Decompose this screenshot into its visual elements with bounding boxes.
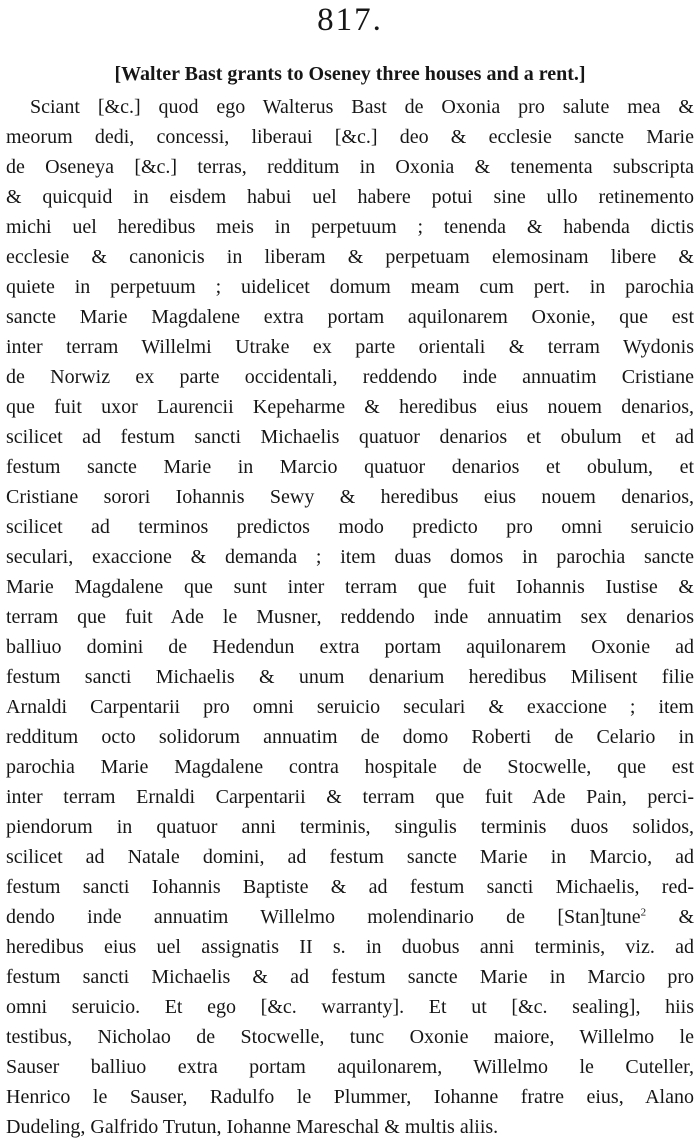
text-line: Arnaldi Carpentarii pro omni seruicio seculari & exaccione ; item: [6, 696, 694, 718]
text-line: michi uel heredibus meis in perpetuum ; tenenda & habenda dictis: [6, 216, 694, 238]
text-line: que fuit uxor Laurencii Kepeharme & heredibus eius nouem denarios,: [6, 396, 694, 418]
text-line: festum sancti Iohannis Baptiste & ad festum sancti Michaelis, red-: [6, 876, 694, 898]
text-line: festum sancte Marie in Marcio quatuor denarios et obulum, et: [6, 456, 694, 478]
text-line: festum sancti Michaelis & unum denarium heredibus Milisent filie: [6, 666, 694, 688]
text-line: inter terram Willelmi Utrake ex parte orientali & terram Wydonis: [6, 336, 694, 358]
text-line: scilicet ad festum sancti Michaelis quatuor denarios et obulum et ad: [6, 426, 694, 448]
text-line: scilicet ad terminos predictos modo predicto pro omni seruicio: [6, 516, 694, 538]
text-line-with-footnote: [6, 902, 694, 932]
text-line: Dudeling, Galfrido Trutun, Iohanne Mareschal & multis aliis.: [6, 1116, 499, 1138]
footnote-marker: 2: [640, 906, 647, 919]
text-line: balliuo domini de Hedendun extra portam aquilonarem Oxonie ad: [6, 636, 694, 658]
text-line: seculari, exaccione & demanda ; item duas domos in parochia sancte: [6, 546, 694, 568]
text-line: de Norwiz ex parte occidentali, reddendo inde annuatim Cristiane: [6, 366, 694, 388]
text-line: inter terram Ernaldi Carpentarii & terram que fuit Ade Pain, perci-: [6, 786, 694, 808]
text-line: Sauser balliuo extra portam aquilonarem, Willelmo le Cuteller,: [6, 1056, 694, 1078]
text-line: meorum dedi, concessi, liberaui [&c.] deo & ecclesie sancte Marie: [6, 126, 694, 148]
text-line: heredibus eius uel assignatis II s. in duobus anni terminis, viz. ad: [6, 936, 694, 958]
text-line: de Oseneya [&c.] terras, redditum in Oxonia & tenementa subscripta: [6, 156, 694, 178]
text-line: piendorum in quatuor anni terminis, singulis terminis duos solidos,: [6, 816, 694, 838]
charter-heading: [Walter Bast grants to Oseney three houses and a rent.]: [114, 63, 586, 85]
text-line: terram que fuit Ade le Musner, reddendo inde annuatim sex denarios: [6, 606, 694, 628]
charter-number: 817.: [317, 2, 383, 38]
text-line: Sciant [&c.] quod ego Walterus Bast de Oxonia pro salute mea &: [30, 96, 694, 118]
text-line: ecclesie & canonicis in liberam & perpetuam elemosinam libere &: [6, 246, 694, 268]
text-line: redditum octo solidorum annuatim de domo Roberti de Celario in: [6, 726, 694, 748]
text-line: Cristiane sorori Iohannis Sewy & heredibus eius nouem denarios,: [6, 486, 694, 508]
text-line: & quicquid in eisdem habui uel habere potui sine ullo retinemento: [6, 186, 694, 208]
text-line: sancte Marie Magdalene extra portam aquilonarem Oxonie, que est: [6, 306, 694, 328]
text-line: omni seruicio. Et ego [&c. warranty]. Et ut [&c. sealing], hiis: [6, 996, 694, 1018]
text-line: testibus, Nicholao de Stocwelle, tunc Oxonie maiore, Willelmo le: [6, 1026, 694, 1048]
text-line: parochia Marie Magdalene contra hospitale de Stocwelle, que est: [6, 756, 694, 778]
text-line: Henrico le Sauser, Radulfo le Plummer, Iohanne fratre eius, Alano: [6, 1086, 694, 1108]
text-line: Marie Magdalene que sunt inter terram que fuit Iohannis Iustise &: [6, 576, 694, 598]
text-line: festum sancti Michaelis & ad festum sancte Marie in Marcio pro: [6, 966, 694, 988]
text-line-part: dendo inde annuatim Willelmo molendinario de [Stan]tune: [6, 906, 641, 928]
text-line: quiete in perpetuum ; uidelicet domum meam cum pert. in parochia: [6, 276, 694, 298]
text-line-tail: &: [646, 906, 694, 928]
text-line: scilicet ad Natale domini, ad festum sancte Marie in Marcio, ad: [6, 846, 694, 868]
